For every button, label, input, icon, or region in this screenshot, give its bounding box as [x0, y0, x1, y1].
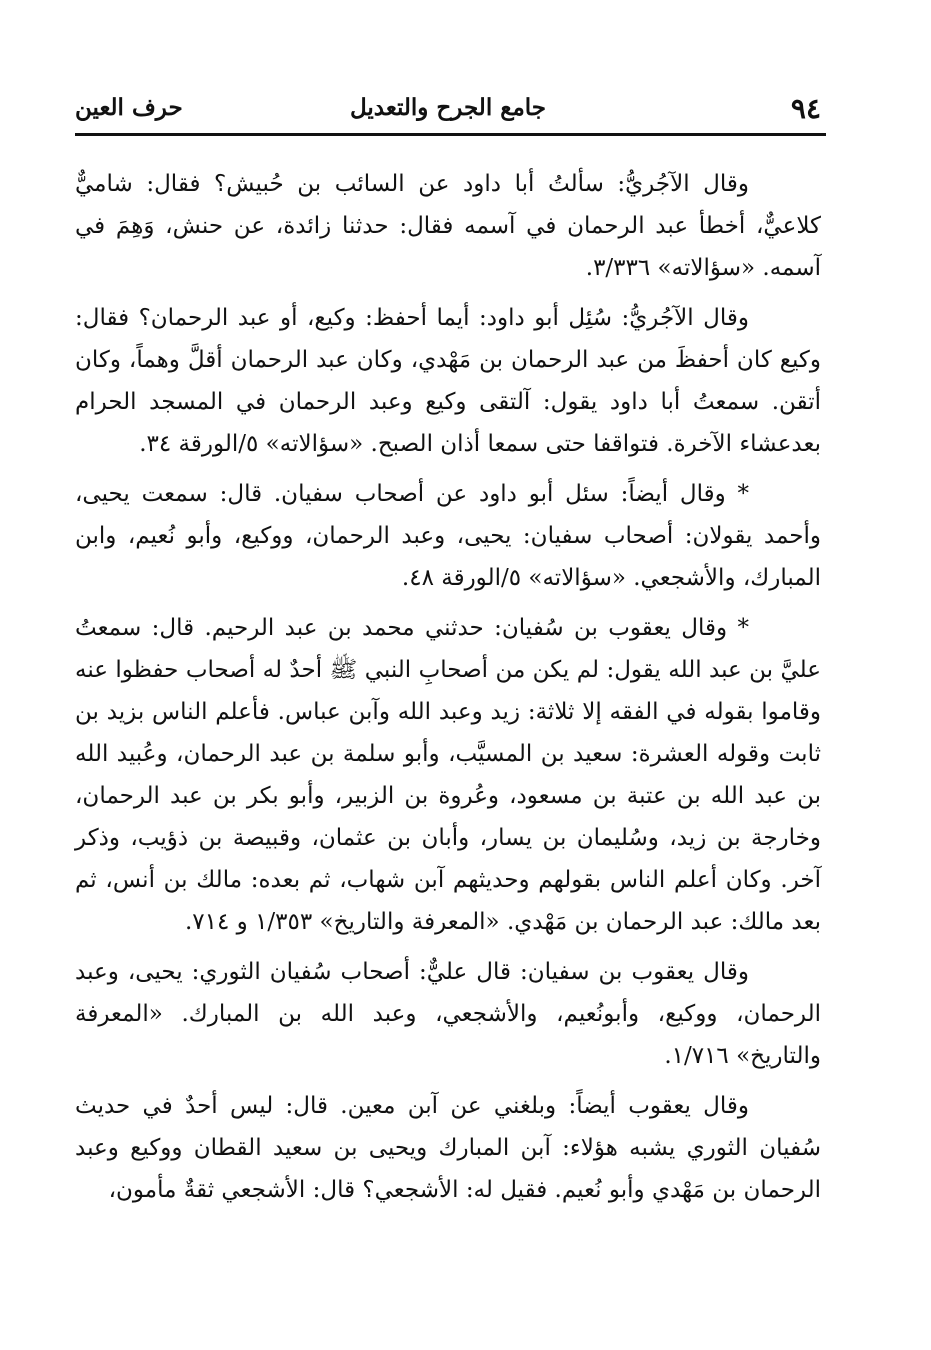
paragraph: * وقال يعقوب بن سُفيان: حدثني محمد بن عبد الرحيم. قال: سمعتُ عليَّ بن عبد الله يقول: لم يكن من أصحابِ النبي ﷺ أحدٌ له أصحاب حفظوا عنه وقاموا بقوله في الفقه إلا ثلاثة: زيد وعبد الله وآبن عباس. فأعلم الناس بزيد بن ثابت وقوله العشرة: سعيد بن المسيَّب، وأبو سلمة بن عبد الرحمان، وعُبيد الله بن عبد الله بن عتبة بن مسعود، وعُروة بن الزبير، وأبو بكر بن عبد الرحمان، وخارجة بن زيد، وسُليمان بن يسار، وأبان بن عثمان، وقبيصة بن ذؤيب، وذكر آخر. وكان أعلم الناس بقولهم وحديثهم آبن شهاب، ثم بعده: مالك بن أنس، ثم بعد مالك: عبد الرحمان بن مَهْدي. «المعرفة والتاريخ» ١/٣٥٣ و ٧١٤.	[75, 615, 821, 935]
page-header	[75, 92, 821, 128]
header-rule	[75, 133, 826, 136]
section-title: حرف العين	[75, 94, 183, 121]
book-title: جامع الجرح والتعديل	[349, 94, 547, 121]
page-body	[75, 163, 821, 1219]
paragraph: وقال الآجُريُّ: سألتُ أبا داود عن السائب بن حُبيش؟ فقال: شاميٌّ كلاعيٌّ، أخطأ عبد الرحمان في آسمه فقال: حدثنا زائدة، عن حنش، وَهِمَ في آسمه. «سؤالاته» ٣/٣٣٦.	[75, 171, 821, 281]
paragraph: وقال يعقوب أيضاً: وبلغني عن آبن معين. قال: ليس أحدٌ في حديث سُفيان الثوري يشبه هؤلاء: آبن المبارك ويحيى بن سعيد القطان ووكيع وعبد الرحمان بن مَهْدي وأبو نُعيم. فقيل له: الأشجعي؟ قال: الأشجعي ثقةٌ مأمون،	[75, 1093, 821, 1203]
page-number: ٩٤	[790, 92, 821, 125]
paragraph: وقال الآجُريُّ: سُئِل أبو داود: أيما أحفظ: وكيع، أو عبد الرحمان؟ فقال: وكيع كان أحفظَ من عبد الرحمان بن مَهْدي، وكان عبد الرحمان أقلَّ وهماً، وكان أتقن. سمعتُ أبا داود يقول: آلتقى وكيع وعبد الرحمان في المسجد الحرام بعدعشاء الآخرة. فتواقفا حتى سمعا أذان الصبح. «سؤالاته» ٥/الورقة ٣٤.	[75, 305, 821, 457]
paragraph: * وقال أيضاً: سئل أبو داود عن أصحاب سفيان. قال: سمعت يحيى، وأحمد يقولان: أصحاب سفيان: يحيى، وعبد الرحمان، ووكيع، وأبو نُعيم، وابن المبارك، والأشجعي. «سؤالاته» ٥/الورقة ٤٨.	[75, 481, 821, 591]
paragraph: وقال يعقوب بن سفيان: قال عليٌّ: أصحاب سُفيان الثوري: يحيى، وعبد الرحمان، ووكيع، وأبونُعيم، والأشجعي، وعبد الله بن المبارك. «المعرفة والتاريخ» ١/٧١٦.	[75, 959, 821, 1069]
